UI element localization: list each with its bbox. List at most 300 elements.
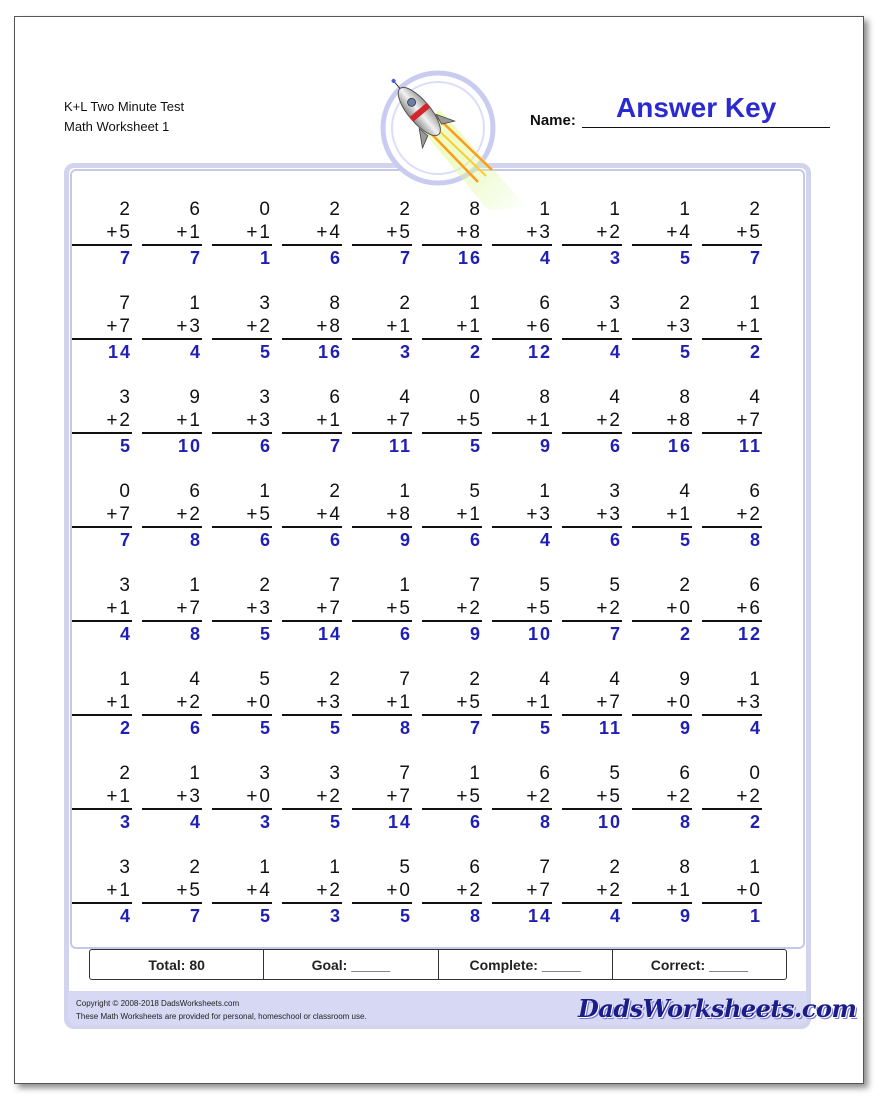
problem-addend-top: 8: [679, 857, 692, 878]
problem-addend-bottom: +2: [562, 597, 622, 622]
problem-answer: 3: [259, 812, 272, 832]
problem-addend-top: 3: [609, 293, 622, 314]
problem-addend-top: 0: [749, 763, 762, 784]
problem-addend-top: 6: [539, 293, 552, 314]
problem-addend-top: 8: [679, 387, 692, 408]
problem-addend-bottom: +7: [352, 409, 412, 434]
problem: [632, 856, 692, 928]
problem: [142, 292, 202, 364]
problem: [352, 292, 412, 364]
problem-addend-bottom: +2: [142, 503, 202, 528]
problem-addend-bottom: +2: [422, 597, 482, 622]
problem-answer: 6: [329, 248, 342, 268]
problem: [212, 480, 272, 552]
problem: [422, 292, 482, 364]
problem-answer: 4: [609, 342, 622, 362]
problem-addend-top: 1: [609, 199, 622, 220]
problem: [422, 668, 482, 740]
problem-addend-bottom: +1: [282, 409, 342, 434]
problem-addend-top: 2: [399, 199, 412, 220]
problem-answer: 14: [107, 342, 132, 362]
problem-answer: 7: [749, 248, 762, 268]
problem-addend-bottom: +5: [212, 503, 272, 528]
problem-addend-bottom: +3: [282, 691, 342, 716]
problem-addend-bottom: +2: [142, 691, 202, 716]
problem-addend-bottom: +5: [492, 597, 552, 622]
problem-addend-top: 2: [329, 481, 342, 502]
problem-addend-bottom: +7: [492, 879, 552, 904]
problem: [352, 386, 412, 458]
problem-answer: 3: [399, 342, 412, 362]
problem-addend-bottom: +3: [492, 503, 552, 528]
problem-addend-bottom: +3: [562, 503, 622, 528]
problem-answer: 7: [469, 718, 482, 738]
problem: [702, 198, 762, 270]
problem-addend-top: 1: [399, 481, 412, 502]
problem-answer: 6: [399, 624, 412, 644]
problem-answer: 6: [189, 718, 202, 738]
problem-addend-bottom: +1: [632, 879, 692, 904]
problem: [282, 574, 342, 646]
problem-addend-top: 1: [189, 763, 202, 784]
copyright-text: Copyright © 2008-2018 DadsWorksheets.com: [76, 999, 240, 1008]
problem: [562, 668, 622, 740]
problem-addend-bottom: +1: [352, 315, 412, 340]
problem: [702, 480, 762, 552]
problem: [352, 574, 412, 646]
problem: [282, 856, 342, 928]
problem-answer: 8: [679, 812, 692, 832]
problem: [702, 292, 762, 364]
problem-addend-top: 8: [539, 387, 552, 408]
problem-answer: 7: [399, 248, 412, 268]
problem: [352, 198, 412, 270]
problem-addend-top: 1: [329, 857, 342, 878]
answer-key-label: Answer Key: [616, 92, 777, 123]
problem: [352, 480, 412, 552]
problem-answer: 11: [738, 436, 762, 456]
problem-addend-top: 5: [539, 575, 552, 596]
problem-addend-bottom: +1: [422, 503, 482, 528]
problem-answer: 4: [749, 718, 762, 738]
problem-addend-top: 7: [399, 669, 412, 690]
problem-addend-top: 5: [609, 763, 622, 784]
problem-addend-top: 6: [189, 481, 202, 502]
problem: [702, 762, 762, 834]
problem: [72, 292, 132, 364]
name-label: Name:: [530, 112, 576, 129]
problem-addend-bottom: +6: [702, 597, 762, 622]
problem-addend-top: 4: [539, 669, 552, 690]
problem: [702, 856, 762, 928]
problem-answer: 7: [119, 248, 132, 268]
problem-addend-top: 1: [469, 763, 482, 784]
correct-cell: Correct: _____: [650, 957, 749, 973]
problem-addend-top: 6: [539, 763, 552, 784]
problem-answer: 14: [317, 624, 342, 644]
problem-addend-top: 6: [329, 387, 342, 408]
problem-addend-bottom: +3: [212, 409, 272, 434]
problem-addend-bottom: +5: [562, 785, 622, 810]
problem-addend-bottom: +5: [422, 409, 482, 434]
title-line-1: K+L Two Minute Test: [64, 99, 185, 114]
problem: [72, 480, 132, 552]
problem: [72, 856, 132, 928]
problem-addend-bottom: +1: [702, 315, 762, 340]
problem: [282, 198, 342, 270]
problem-addend-top: 4: [189, 669, 202, 690]
problem-answer: 5: [399, 906, 412, 926]
problem-addend-top: 5: [469, 481, 482, 502]
problem-answer: 2: [749, 812, 762, 832]
problem-addend-top: 2: [749, 199, 762, 220]
problem-addend-top: 2: [609, 857, 622, 878]
problem-answer: 14: [527, 906, 552, 926]
problem-addend-bottom: +8: [352, 503, 412, 528]
problem: [422, 574, 482, 646]
problem-answer: 4: [119, 906, 132, 926]
problem-answer: 5: [679, 342, 692, 362]
problem-answer: 3: [119, 812, 132, 832]
problem-addend-bottom: +2: [562, 221, 622, 246]
goal-cell: Goal: _____: [264, 950, 438, 979]
problem: [352, 668, 412, 740]
problem-addend-top: 7: [469, 575, 482, 596]
problem-addend-bottom: +2: [492, 785, 552, 810]
problem-addend-bottom: +4: [212, 879, 272, 904]
problem-addend-top: 1: [259, 857, 272, 878]
problem-addend-top: 4: [749, 387, 762, 408]
problem: [632, 292, 692, 364]
problem: [142, 480, 202, 552]
problem-answer: 5: [259, 906, 272, 926]
problem-addend-bottom: +1: [72, 691, 132, 716]
problem-addend-bottom: +1: [352, 691, 412, 716]
problem-answer: 7: [189, 906, 202, 926]
problem: [282, 292, 342, 364]
problem-addend-bottom: +4: [282, 503, 342, 528]
problem-addend-bottom: +1: [492, 691, 552, 716]
problem-addend-bottom: +2: [702, 785, 762, 810]
problem: [72, 668, 132, 740]
problem-addend-bottom: +3: [702, 691, 762, 716]
problem-addend-top: 0: [259, 199, 272, 220]
problem-answer: 4: [539, 248, 552, 268]
problem-answer: 7: [119, 530, 132, 550]
problem-addend-bottom: +0: [212, 691, 272, 716]
problem-addend-top: 3: [329, 763, 342, 784]
problem-addend-bottom: +5: [142, 879, 202, 904]
problem-addend-top: 9: [679, 669, 692, 690]
problem: [632, 386, 692, 458]
problem-addend-top: 8: [469, 199, 482, 220]
problem-addend-bottom: +1: [212, 221, 272, 246]
problem-answer: 3: [609, 248, 622, 268]
problem-addend-bottom: +1: [632, 503, 692, 528]
brand-logo: DadsWorksheets.com: [578, 994, 857, 1023]
problem-addend-top: 3: [259, 387, 272, 408]
problem-answer: 5: [259, 718, 272, 738]
problem-addend-top: 1: [749, 857, 762, 878]
problem-addend-top: 2: [119, 199, 132, 220]
usage-notice: These Math Worksheets are provided for personal, homeschool or classroom use.: [76, 1012, 367, 1021]
problem-answer: 2: [119, 718, 132, 738]
problem: [72, 574, 132, 646]
problem-addend-bottom: +7: [72, 503, 132, 528]
problem-answer: 2: [469, 342, 482, 362]
problem-answer: 10: [527, 624, 552, 644]
problem-addend-bottom: +3: [142, 315, 202, 340]
problem: [72, 386, 132, 458]
problem-addend-top: 1: [189, 293, 202, 314]
problem-answer: 9: [469, 624, 482, 644]
problem-addend-top: 7: [119, 293, 132, 314]
problem-answer: 4: [119, 624, 132, 644]
problem-answer: 3: [329, 906, 342, 926]
problem: [422, 386, 482, 458]
problem-answer: 16: [667, 436, 692, 456]
problem-addend-bottom: +3: [492, 221, 552, 246]
total-cell: Total: 80: [90, 950, 264, 979]
problem-answer: 6: [609, 530, 622, 550]
problem-answer: 6: [469, 530, 482, 550]
problem-addend-bottom: +7: [282, 597, 342, 622]
problem-addend-top: 1: [469, 293, 482, 314]
problem: [702, 574, 762, 646]
problem-addend-top: 0: [469, 387, 482, 408]
problem-answer: 6: [259, 530, 272, 550]
problem: [562, 480, 622, 552]
problem-addend-bottom: +1: [562, 315, 622, 340]
problem-addend-bottom: +1: [72, 785, 132, 810]
problem-answer: 6: [469, 812, 482, 832]
problem-addend-bottom: +0: [632, 597, 692, 622]
problem-answer: 2: [749, 342, 762, 362]
problem-addend-top: 1: [679, 199, 692, 220]
problem-addend-bottom: +7: [72, 315, 132, 340]
problem-answer: 10: [597, 812, 622, 832]
problem: [492, 856, 552, 928]
problem-answer: 5: [679, 530, 692, 550]
problem-addend-bottom: +5: [72, 221, 132, 246]
problem-addend-top: 3: [259, 763, 272, 784]
problem: [422, 762, 482, 834]
problem-answer: 8: [749, 530, 762, 550]
problem-addend-top: 6: [189, 199, 202, 220]
problem-addend-bottom: +1: [422, 315, 482, 340]
problem: [282, 480, 342, 552]
problem-addend-top: 4: [609, 669, 622, 690]
problem-addend-top: 2: [119, 763, 132, 784]
problem-addend-top: 0: [119, 481, 132, 502]
problem: [562, 574, 622, 646]
problem-addend-top: 2: [329, 199, 342, 220]
problem-addend-top: 6: [469, 857, 482, 878]
problem-answer: 9: [399, 530, 412, 550]
problem: [142, 856, 202, 928]
problem-answer: 2: [679, 624, 692, 644]
problem-addend-bottom: +3: [212, 597, 272, 622]
problem: [632, 198, 692, 270]
problem-addend-top: 6: [749, 575, 762, 596]
problem: [142, 386, 202, 458]
problem-addend-bottom: +5: [422, 785, 482, 810]
problem-answer: 5: [259, 342, 272, 362]
problem-addend-top: 3: [119, 857, 132, 878]
problem: [562, 856, 622, 928]
problem-addend-bottom: +7: [562, 691, 622, 716]
problem-addend-top: 5: [609, 575, 622, 596]
problem-answer: 4: [609, 906, 622, 926]
problem-addend-bottom: +2: [282, 785, 342, 810]
problem-answer: 16: [457, 248, 482, 268]
problem-addend-top: 7: [539, 857, 552, 878]
problem-answer: 5: [469, 436, 482, 456]
problem-addend-top: 1: [539, 199, 552, 220]
problem-addend-top: 8: [329, 293, 342, 314]
problem: [72, 198, 132, 270]
problem: [562, 292, 622, 364]
problem-answer: 4: [539, 530, 552, 550]
problem-addend-top: 2: [469, 669, 482, 690]
problem-answer: 8: [539, 812, 552, 832]
problem-addend-bottom: +2: [702, 503, 762, 528]
problem: [632, 668, 692, 740]
problem: [422, 856, 482, 928]
problem: [282, 668, 342, 740]
problem-answer: 1: [749, 906, 762, 926]
problem-addend-bottom: +2: [282, 879, 342, 904]
problem-addend-top: 3: [609, 481, 622, 502]
problem: [142, 574, 202, 646]
problem-addend-top: 4: [399, 387, 412, 408]
problem-addend-top: 3: [119, 387, 132, 408]
problem-addend-bottom: +7: [702, 409, 762, 434]
problem-answer: 14: [387, 812, 412, 832]
problem-answer: 5: [119, 436, 132, 456]
problem-answer: 6: [259, 436, 272, 456]
problem-addend-bottom: +1: [142, 409, 202, 434]
problem-addend-top: 4: [679, 481, 692, 502]
problem: [282, 386, 342, 458]
problem-answer: 9: [679, 718, 692, 738]
problem-answer: 9: [539, 436, 552, 456]
problem-addend-bottom: +0: [632, 691, 692, 716]
problem-answer: 5: [679, 248, 692, 268]
problem-addend-top: 7: [399, 763, 412, 784]
problem-addend-bottom: +5: [352, 597, 412, 622]
problem-answer: 10: [177, 436, 202, 456]
problem-answer: 5: [259, 624, 272, 644]
problem-addend-top: 5: [399, 857, 412, 878]
title-line-2: Math Worksheet 1: [64, 119, 170, 134]
problem-addend-top: 9: [189, 387, 202, 408]
problem-addend-top: 1: [119, 669, 132, 690]
problem-answer: 12: [527, 342, 552, 362]
problem-addend-top: 2: [259, 575, 272, 596]
problem-addend-bottom: +1: [72, 597, 132, 622]
problem-addend-bottom: +4: [282, 221, 342, 246]
problem-addend-bottom: +7: [142, 597, 202, 622]
problem-addend-top: 1: [749, 293, 762, 314]
problem: [422, 480, 482, 552]
problem-addend-top: 7: [329, 575, 342, 596]
problem-addend-bottom: +5: [702, 221, 762, 246]
problem: [492, 668, 552, 740]
problem-addend-bottom: +5: [422, 691, 482, 716]
problem-addend-bottom: +8: [632, 409, 692, 434]
problem: [492, 480, 552, 552]
problem-addend-top: 3: [259, 293, 272, 314]
problem-addend-bottom: +1: [492, 409, 552, 434]
problem-addend-top: 2: [679, 575, 692, 596]
problem-addend-top: 4: [609, 387, 622, 408]
problem-addend-bottom: +0: [212, 785, 272, 810]
problem-answer: 8: [189, 530, 202, 550]
problem-addend-bottom: +1: [142, 221, 202, 246]
problem: [142, 762, 202, 834]
problem-addend-bottom: +1: [72, 879, 132, 904]
problem-addend-top: 2: [189, 857, 202, 878]
problem-addend-bottom: +2: [632, 785, 692, 810]
problem: [492, 574, 552, 646]
problem: [702, 386, 762, 458]
problem-addend-top: 3: [119, 575, 132, 596]
problem: [282, 762, 342, 834]
problem: [702, 668, 762, 740]
problem-addend-top: 1: [259, 481, 272, 502]
problem: [562, 386, 622, 458]
problem-addend-top: 2: [679, 293, 692, 314]
problem: [492, 198, 552, 270]
problem-answer: 6: [609, 436, 622, 456]
problem: [142, 668, 202, 740]
problem-answer: 11: [598, 718, 622, 738]
complete-cell: Complete: _____: [439, 950, 613, 979]
problem-addend-bottom: +2: [422, 879, 482, 904]
score-summary: [89, 949, 787, 980]
problem-addend-top: 2: [329, 669, 342, 690]
problem-answer: 4: [189, 812, 202, 832]
problem: [212, 762, 272, 834]
problem: [352, 856, 412, 928]
problem: [352, 762, 412, 834]
problem: [212, 574, 272, 646]
problem-addend-bottom: +3: [632, 315, 692, 340]
problem-addend-top: 1: [399, 575, 412, 596]
problem-addend-bottom: +0: [352, 879, 412, 904]
problem-addend-bottom: +0: [702, 879, 762, 904]
problem-addend-bottom: +8: [282, 315, 342, 340]
problem: [212, 292, 272, 364]
problem: [632, 574, 692, 646]
problem-answer: 8: [469, 906, 482, 926]
problem-addend-top: 1: [539, 481, 552, 502]
problem-answer: 9: [679, 906, 692, 926]
problem-addend-top: 1: [189, 575, 202, 596]
problem-addend-bottom: +2: [212, 315, 272, 340]
problem-addend-bottom: +7: [352, 785, 412, 810]
problem-answer: 6: [329, 530, 342, 550]
problem-answer: 12: [737, 624, 762, 644]
problem: [212, 198, 272, 270]
problem-addend-top: 5: [259, 669, 272, 690]
problem: [632, 480, 692, 552]
problem-answer: 7: [609, 624, 622, 644]
problem-addend-bottom: +3: [142, 785, 202, 810]
problem: [562, 198, 622, 270]
problem-addend-top: 2: [399, 293, 412, 314]
